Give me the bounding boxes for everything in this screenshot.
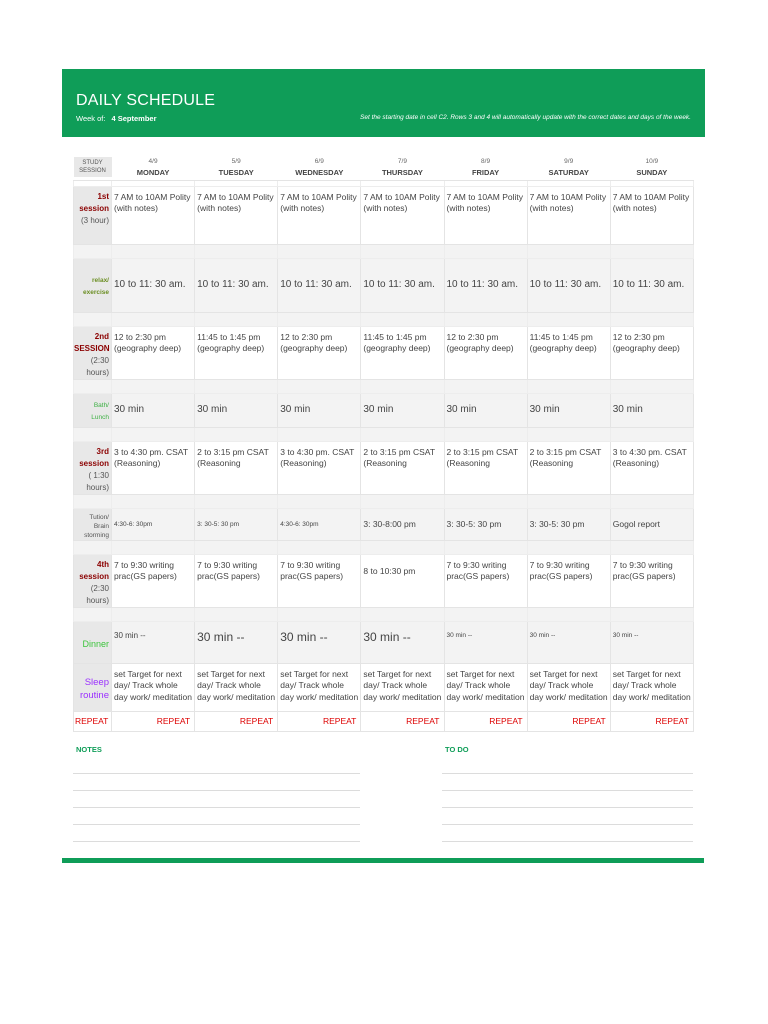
- schedule-cell[interactable]: 7 to 9:30 writing prac(GS papers): [195, 554, 278, 607]
- schedule-cell[interactable]: 3 to 4:30 pm. CSAT (Reasoning): [278, 441, 361, 494]
- repeat-cell[interactable]: REPEAT: [112, 711, 195, 731]
- day-date: 5/9: [231, 157, 241, 165]
- spacer-cell: [361, 379, 444, 393]
- row-label: [74, 663, 112, 711]
- row-label-line: 3rd: [96, 446, 109, 456]
- notes-line[interactable]: [73, 807, 360, 808]
- todo-title: TO DO: [445, 745, 469, 754]
- page-title: DAILY SCHEDULE: [76, 92, 216, 109]
- row-label-line: (2:30: [90, 583, 109, 593]
- spacer-cell: [278, 427, 361, 441]
- spacer-cell: [361, 427, 444, 441]
- schedule-cell[interactable]: 7 to 9:30 writing prac(GS papers): [444, 554, 527, 607]
- row-label-line: Dinner: [82, 639, 109, 649]
- spacer-cell: [610, 379, 693, 393]
- schedule-cell[interactable]: 12 to 2:30 pm (geography deep): [610, 326, 693, 379]
- notes-line[interactable]: [73, 773, 360, 774]
- spacer-cell: [74, 494, 112, 508]
- repeat-cell[interactable]: REPEAT: [444, 711, 527, 731]
- row-label-line: storming: [84, 531, 109, 539]
- study-session-header: [74, 150, 112, 180]
- row-label-line: Brain: [93, 522, 109, 530]
- schedule-cell[interactable]: 2 to 3:15 pm CSAT (Reasoning: [361, 441, 444, 494]
- spacer-cell: [444, 379, 527, 393]
- row-label-line: (2:30: [90, 355, 109, 365]
- spacer-cell: [278, 540, 361, 554]
- header-row: [74, 150, 694, 180]
- schedule-table: [73, 150, 694, 732]
- schedule-cell[interactable]: 10 to 11: 30 am.: [527, 258, 610, 312]
- day-date: 9/9: [564, 157, 574, 165]
- spacer-cell: [444, 494, 527, 508]
- row-label: [74, 621, 112, 663]
- schedule-cell[interactable]: set Target for next day/ Track whole day work/ meditation: [278, 663, 361, 711]
- schedule-cell[interactable]: 30 min: [527, 393, 610, 427]
- schedule-row: [74, 186, 694, 244]
- schedule-cell[interactable]: 3 to 4:30 pm. CSAT (Reasoning): [112, 441, 195, 494]
- spacer-row: [74, 312, 694, 326]
- day-header: [610, 150, 693, 180]
- spacer-cell: [112, 494, 195, 508]
- repeat-cell[interactable]: REPEAT: [361, 711, 444, 731]
- spacer-row: [74, 427, 694, 441]
- schedule-row: [74, 258, 694, 312]
- notes-line[interactable]: [73, 841, 360, 842]
- row-label-line: session: [79, 203, 109, 213]
- day-date: 10/9: [645, 157, 659, 165]
- row-label-line: routine: [79, 690, 109, 701]
- spacer-cell: [361, 312, 444, 326]
- repeat-cell[interactable]: REPEAT: [74, 711, 112, 731]
- row-label-line: hours): [86, 482, 109, 492]
- repeat-cell[interactable]: REPEAT: [610, 711, 693, 731]
- schedule-cell[interactable]: Gogol report: [610, 508, 693, 540]
- day-header: [195, 150, 278, 180]
- spacer-cell: [195, 244, 278, 258]
- row-label-line: hours): [86, 367, 109, 377]
- row-label-line: session: [79, 571, 109, 581]
- row-label-line: relax/: [92, 277, 109, 284]
- todo-line[interactable]: [442, 841, 693, 842]
- day-header: [278, 150, 361, 180]
- row-label: [74, 186, 112, 244]
- spacer-cell: [74, 379, 112, 393]
- schedule-cell[interactable]: set Target for next day/ Track whole day work/ meditation: [527, 663, 610, 711]
- spacer-cell: [278, 244, 361, 258]
- day-name: WEDNESDAY: [295, 167, 344, 177]
- schedule-cell[interactable]: 7 AM to 10AM Polity (with notes): [527, 186, 610, 244]
- row-label-line: hours): [86, 595, 109, 605]
- spacer-cell: [610, 607, 693, 621]
- spacer-cell: [610, 244, 693, 258]
- schedule-cell[interactable]: set Target for next day/ Track whole day work/ meditation: [444, 663, 527, 711]
- study-session-label: [74, 157, 112, 177]
- schedule-cell[interactable]: 4:30-6: 30pm: [278, 508, 361, 540]
- corner-line: STUDY: [82, 159, 103, 166]
- schedule-cell[interactable]: set Target for next day/ Track whole day work/ meditation: [112, 663, 195, 711]
- row-label-line: Sleep: [84, 677, 109, 688]
- spacer-cell: [195, 312, 278, 326]
- row-label-line: exercise: [82, 289, 109, 296]
- spacer-cell: [112, 427, 195, 441]
- row-label-line: Lunch: [91, 414, 109, 421]
- schedule-cell[interactable]: 3: 30-5: 30 pm: [527, 508, 610, 540]
- spacer-cell: [527, 540, 610, 554]
- row-label-line: Tution/: [89, 513, 109, 521]
- schedule-cell[interactable]: 10 to 11: 30 am.: [444, 258, 527, 312]
- spacer-cell: [278, 312, 361, 326]
- footer-bar: [62, 858, 704, 863]
- schedule-cell[interactable]: 2 to 3:15 pm CSAT (Reasoning: [527, 441, 610, 494]
- spacer-cell: [278, 494, 361, 508]
- schedule-cell[interactable]: 7 AM to 10AM Polity (with notes): [278, 186, 361, 244]
- schedule-cell[interactable]: 30 min --: [361, 621, 444, 663]
- schedule-cell[interactable]: 30 min: [444, 393, 527, 427]
- week-label: Week of:: [76, 114, 106, 123]
- header-banner: [62, 69, 705, 137]
- spacer-cell: [444, 312, 527, 326]
- schedule-cell[interactable]: 30 min --: [195, 621, 278, 663]
- schedule-cell[interactable]: 3: 30-8:00 pm: [361, 508, 444, 540]
- schedule-cell[interactable]: 30 min --: [610, 621, 693, 663]
- row-label-line: session: [79, 458, 109, 468]
- row-label-line: 4th: [97, 559, 109, 569]
- spacer-cell: [195, 607, 278, 621]
- schedule-cell[interactable]: 2 to 3:15 pm CSAT (Reasoning: [195, 441, 278, 494]
- schedule-row: [74, 326, 694, 379]
- schedule-cell[interactable]: 7 AM to 10AM Polity (with notes): [444, 186, 527, 244]
- day-name: MONDAY: [136, 167, 170, 177]
- schedule-cell[interactable]: 10 to 11: 30 am.: [195, 258, 278, 312]
- spacer-cell: [112, 540, 195, 554]
- day-header: [361, 150, 444, 180]
- spacer-cell: [361, 540, 444, 554]
- schedule-row: [74, 508, 694, 540]
- spacer-cell: [444, 244, 527, 258]
- schedule-cell[interactable]: 11:45 to 1:45 pm (geography deep): [195, 326, 278, 379]
- row-label: [74, 441, 112, 494]
- spacer-cell: [527, 244, 610, 258]
- spacer-cell: [361, 607, 444, 621]
- schedule-cell[interactable]: 3: 30-5: 30 pm: [195, 508, 278, 540]
- schedule-cell[interactable]: 7 AM to 10AM Polity (with notes): [112, 186, 195, 244]
- spacer-cell: [74, 312, 112, 326]
- spacer-cell: [610, 312, 693, 326]
- spacer-cell: [195, 427, 278, 441]
- row-label-line: SESSION: [74, 343, 110, 353]
- spacer-cell: [195, 540, 278, 554]
- schedule-row: [74, 663, 694, 711]
- notes-line[interactable]: [73, 824, 360, 825]
- spacer-cell: [444, 427, 527, 441]
- schedule-cell[interactable]: 30 min: [278, 393, 361, 427]
- row-label-line: ( 1:30: [88, 470, 109, 480]
- spacer-cell: [527, 494, 610, 508]
- spacer-cell: [74, 540, 112, 554]
- day-date: 8/9: [481, 157, 491, 165]
- spacer-cell: [527, 427, 610, 441]
- schedule-cell[interactable]: 12 to 2:30 pm (geography deep): [112, 326, 195, 379]
- day-name: SATURDAY: [548, 167, 589, 177]
- spacer-cell: [361, 244, 444, 258]
- spacer-cell: [361, 494, 444, 508]
- repeat-cell[interactable]: REPEAT: [278, 711, 361, 731]
- schedule-cell[interactable]: 7 AM to 10AM Polity (with notes): [610, 186, 693, 244]
- day-date: 4/9: [148, 157, 158, 165]
- schedule-cell[interactable]: 7 to 9:30 writing prac(GS papers): [278, 554, 361, 607]
- schedule-cell[interactable]: 7 AM to 10AM Polity (with notes): [361, 186, 444, 244]
- spacer-row: [74, 607, 694, 621]
- spacer-cell: [278, 379, 361, 393]
- spacer-cell: [74, 607, 112, 621]
- week-of: [76, 114, 157, 123]
- schedule-cell[interactable]: 30 min --: [278, 621, 361, 663]
- spacer-cell: [610, 427, 693, 441]
- spacer-cell: [527, 312, 610, 326]
- schedule-cell[interactable]: 10 to 11: 30 am.: [610, 258, 693, 312]
- schedule-row: [74, 393, 694, 427]
- day-header: [527, 150, 610, 180]
- spacer-cell: [527, 607, 610, 621]
- todo-line[interactable]: [442, 824, 693, 825]
- day-name: THURSDAY: [381, 167, 423, 177]
- row-label-line: (3 hour): [80, 215, 109, 225]
- schedule-cell[interactable]: 12 to 2:30 pm (geography deep): [278, 326, 361, 379]
- schedule-cell[interactable]: 30 min --: [112, 621, 195, 663]
- schedule-cell[interactable]: 2 to 3:15 pm CSAT (Reasoning: [444, 441, 527, 494]
- spacer-row: [74, 494, 694, 508]
- schedule-cell[interactable]: 30 min --: [444, 621, 527, 663]
- day-header: [112, 150, 195, 180]
- schedule-cell[interactable]: 30 min: [610, 393, 693, 427]
- row-label-line: 1st: [97, 191, 109, 201]
- spacer-cell: [444, 540, 527, 554]
- day-header: [444, 150, 527, 180]
- spacer-cell: [278, 607, 361, 621]
- todo-line[interactable]: [442, 773, 693, 774]
- spacer-cell: [112, 379, 195, 393]
- row-label: [74, 258, 112, 312]
- row-label-line: 2nd: [94, 331, 109, 341]
- schedule-cell[interactable]: 10 to 11: 30 am.: [112, 258, 195, 312]
- corner-line: SESSION: [79, 167, 106, 174]
- spacer-cell: [444, 607, 527, 621]
- schedule-cell[interactable]: set Target for next day/ Track whole day work/ meditation: [195, 663, 278, 711]
- schedule-cell[interactable]: 10 to 11: 30 am.: [278, 258, 361, 312]
- repeat-cell[interactable]: REPEAT: [195, 711, 278, 731]
- schedule-cell[interactable]: 30 min: [195, 393, 278, 427]
- spacer-row: [74, 540, 694, 554]
- schedule-row: [74, 621, 694, 663]
- spacer-cell: [195, 379, 278, 393]
- schedule-cell[interactable]: set Target for next day/ Track whole day work/ meditation: [610, 663, 693, 711]
- schedule-row: [74, 441, 694, 494]
- spacer-cell: [112, 244, 195, 258]
- notes-line[interactable]: [73, 790, 360, 791]
- spacer-row: [74, 379, 694, 393]
- schedule-cell[interactable]: 3: 30-5: 30 pm: [444, 508, 527, 540]
- spacer-cell: [74, 244, 112, 258]
- schedule-cell[interactable]: 7 AM to 10AM Polity (with notes): [195, 186, 278, 244]
- row-label: [74, 508, 112, 540]
- schedule-cell[interactable]: 11:45 to 1:45 pm (geography deep): [361, 326, 444, 379]
- schedule-cell[interactable]: 4:30-6: 30pm: [112, 508, 195, 540]
- schedule-cell[interactable]: 11:45 to 1:45 pm (geography deep): [527, 326, 610, 379]
- row-label-line: Bath/: [93, 402, 109, 409]
- row-label: [74, 326, 112, 379]
- spacer-cell: [610, 494, 693, 508]
- day-name: TUESDAY: [218, 167, 254, 177]
- todo-line[interactable]: [442, 807, 693, 808]
- schedule-cell[interactable]: 12 to 2:30 pm (geography deep): [444, 326, 527, 379]
- spacer-cell: [195, 494, 278, 508]
- schedule-cell[interactable]: 10 to 11: 30 am.: [361, 258, 444, 312]
- schedule-cell[interactable]: 30 min: [361, 393, 444, 427]
- schedule-cell[interactable]: 7 to 9:30 writing prac(GS papers): [527, 554, 610, 607]
- day-name: FRIDAY: [471, 167, 500, 177]
- repeat-cell[interactable]: REPEAT: [527, 711, 610, 731]
- spacer-row: [74, 244, 694, 258]
- schedule-row: [74, 554, 694, 607]
- schedule-cell[interactable]: 7 to 9:30 writing prac(GS papers): [610, 554, 693, 607]
- schedule-cell[interactable]: set Target for next day/ Track whole day work/ meditation: [361, 663, 444, 711]
- schedule-cell[interactable]: 30 min --: [527, 621, 610, 663]
- day-name: SUNDAY: [636, 167, 668, 177]
- schedule-cell[interactable]: 8 to 10:30 pm: [361, 554, 444, 607]
- spacer-cell: [74, 427, 112, 441]
- todo-line[interactable]: [442, 790, 693, 791]
- day-date: 6/9: [314, 157, 324, 165]
- instruction-text: Set the starting date in cell C2. Rows 3 and 4 will automatically update with the correct dates and days of the week.: [360, 114, 691, 121]
- row-label: [74, 393, 112, 427]
- spacer-cell: [610, 540, 693, 554]
- row-label: [74, 554, 112, 607]
- notes-title: NOTES: [76, 745, 102, 754]
- schedule-cell[interactable]: 3 to 4:30 pm. CSAT (Reasoning): [610, 441, 693, 494]
- spacer-cell: [527, 379, 610, 393]
- schedule-cell[interactable]: 7 to 9:30 writing prac(GS papers): [112, 554, 195, 607]
- day-date: 7/9: [397, 157, 407, 165]
- repeat-row: [74, 711, 694, 731]
- week-value[interactable]: 4 September: [111, 114, 157, 123]
- spacer-cell: [112, 312, 195, 326]
- spacer-cell: [112, 607, 195, 621]
- schedule-cell[interactable]: 30 min: [112, 393, 195, 427]
